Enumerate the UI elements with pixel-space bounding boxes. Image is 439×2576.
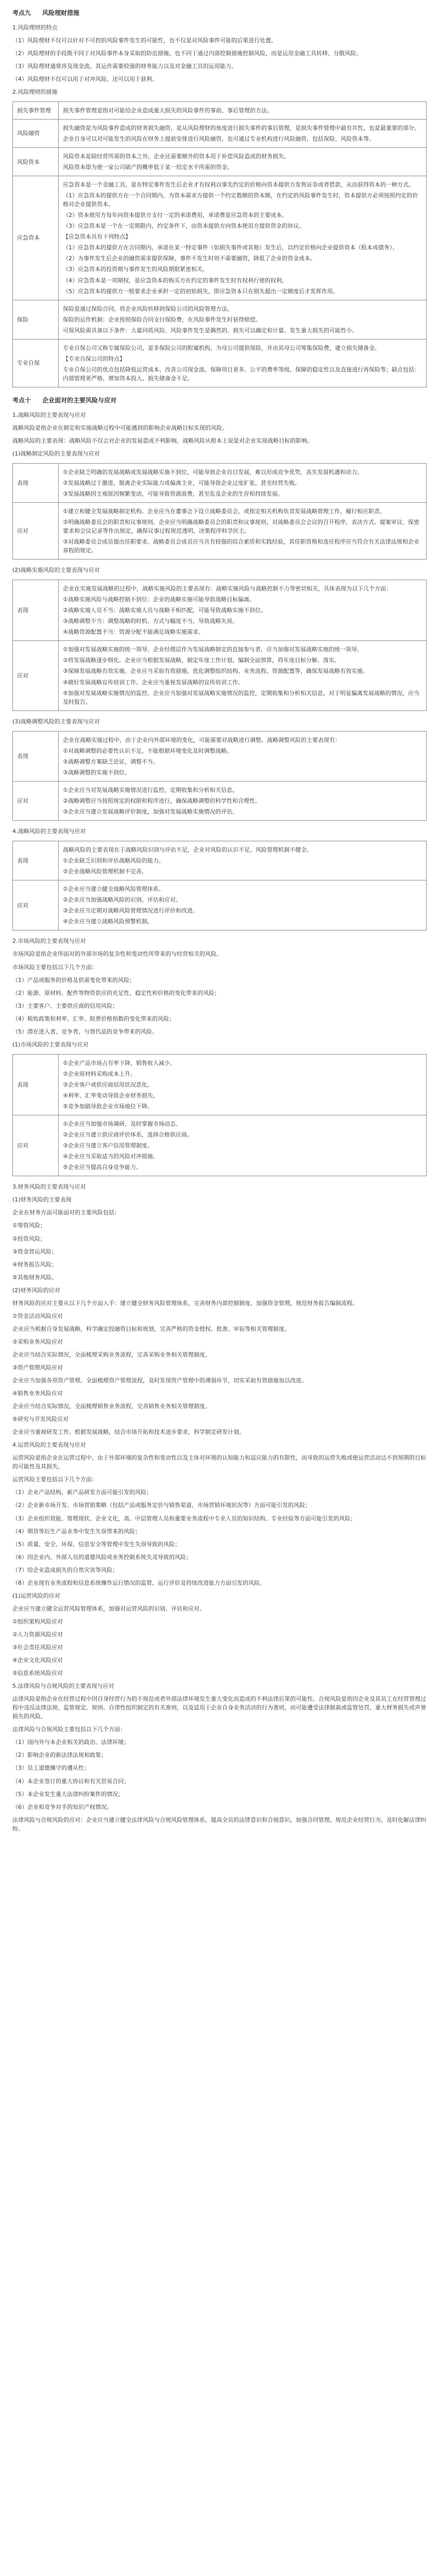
- paragraph: ③资金营运风险；: [12, 1248, 57, 1255]
- cell-line: 可保风险需具备以下条件：大量同质风险、风险事件发生是偶然的、损失可以确定和计量、发生重大损失的可能性小。: [63, 327, 358, 334]
- cell-line: 保险是通过保险合同，将企业风险转移到保险公司的风险管理方法。: [63, 305, 233, 312]
- paragraph: ②采购业务风险应对: [12, 1338, 63, 1345]
- section-title: 4.运营风险的主要表现与应对: [12, 1442, 86, 1449]
- paragraph: ⑤研究与开发风险应对: [12, 1416, 69, 1423]
- cell-line: ③发展战略因主观原因频繁变动，可能导致资源浪费，甚至危及企业的生存和持续发展。: [63, 490, 283, 497]
- cell-line: ②明确战略委员会的职责和议事规则。企业应当明确战略委员会的职责和议事规则，对战略委员会会议的召开程序、表决方式、提案审议、保密要求和会议记录等作出规定，确保议事过程规范透明、决策程序科学民主。: [63, 518, 419, 534]
- row-content: [59, 580, 427, 641]
- cell-line: ①战略实施风险与战略控制不到位：企业的战略实施可能导致战略目标偏离。: [63, 596, 255, 603]
- operation-risk-lines: [12, 1602, 427, 1680]
- finance-risk-lines: [12, 1297, 427, 1439]
- paragraph: （4）风险理财不仅可以用于对冲风险，还可以用于获利。: [12, 75, 158, 82]
- row-content: [59, 463, 427, 502]
- paragraph: 运营风险是指企业在运营过程中，由于外部环境的复杂性和变动性以及主体对环境的认知能力和适应能力的有限性，而导致的运营失败或使运营活动达不到预期的目标的可能性及其损失。: [12, 1454, 426, 1470]
- cell-line: ④战略资源配置不当：资源分配不能满足战略实施需求。: [63, 629, 204, 636]
- topic9-title: 风险理财措施: [42, 9, 80, 16]
- cell-line: ②战略调整方案缺乏论证，调整不当。: [63, 758, 159, 765]
- row-header: 应对: [13, 641, 59, 710]
- cell-line: ④企业应当采取适当的风险对冲措施。: [63, 1153, 159, 1160]
- subsection-title: (1)运营风险的应对: [12, 1592, 60, 1599]
- paragraph: ④销售业务风险应对: [12, 1390, 63, 1397]
- cell-line: ①企业缺乏识别和评估战略风险的能力。: [63, 857, 164, 865]
- cell-line: ①建立和健全发展战略制定机构。企业应当在董事会下设立战略委员会，或指定相关机构负责发展战略管理工作，履行相应职责。: [63, 507, 385, 515]
- cell-line: ②将发展战略逐步细化。企业应当根据发展战略，制定年度工作计划，编制全面预算，将年度目标分解、落实。: [63, 657, 340, 664]
- row-content: [59, 148, 427, 176]
- paragraph: （1）风险理财不仅可以针对不可控的风险事件发生的可能性，也不仅是对风险事件可能的后果进行处置。: [12, 37, 277, 44]
- row-header: 应急资本: [13, 176, 59, 300]
- cell-line: ④利率、汇率变动导致企业财务损失。: [63, 1092, 159, 1099]
- market-risk-intro: [12, 947, 427, 1038]
- row-content: [59, 176, 427, 300]
- section-title: 2.市场风险的主要表现与应对: [12, 938, 86, 945]
- paragraph: （1）国内外与本企业相关的政治、法律环境；: [12, 1739, 129, 1746]
- row-content: [59, 1115, 427, 1176]
- subsection-title: (2)战略实施风险的主要表现与应对: [12, 567, 100, 574]
- cell-line: ②企业原材料采购成本上升。: [63, 1070, 136, 1077]
- table-row: [13, 731, 427, 781]
- paragraph: 运营风险主要包括以下几个方面：: [12, 1476, 97, 1483]
- legal-risk-intro: [12, 1692, 427, 1813]
- table-row: [13, 176, 427, 300]
- row-content: [59, 119, 427, 147]
- row-header: 应对: [13, 781, 59, 820]
- paragraph: （3）员工道德操守的遵从性；: [12, 1765, 90, 1772]
- paragraph: 企业应当结合实际情况，全面梳理销售业务流程，完善销售业务相关管理制度。: [12, 1403, 211, 1410]
- row-header: 应对: [13, 1115, 59, 1176]
- paragraph: 企业应当根据自身发展战略，科学确定投融资目标和规划，完善严格的资金授权、批准、审验等相关管理制度。: [12, 1325, 290, 1332]
- cell-line: ②战略实施人员不当：战略实施人员与战略不相匹配，可能导致战略实施不到位。: [63, 607, 266, 614]
- paragraph: （5）潜在进入者、竞争者、与替代品的竞争带来的风险。: [12, 1028, 158, 1035]
- strategy-adjustment-table: [12, 731, 427, 821]
- paragraph: （4）本企业签订的重大协议和有关贸易合同；: [12, 1777, 129, 1785]
- cell-line: ③企业应当建立发展战略评价制度，加强对发展战略实施情况的评估。: [63, 808, 238, 815]
- strategy-formulation-table: [12, 463, 427, 560]
- paragraph: （2）影响企业的新法律法规和政策；: [12, 1752, 107, 1759]
- paragraph: （3）主要客户、主要供应商的信用风险；: [12, 1002, 118, 1009]
- topic9-label: 考点九: [12, 9, 31, 16]
- market-risk-table: [12, 1054, 427, 1176]
- row-content: [59, 1054, 427, 1115]
- table-row: [13, 101, 427, 119]
- paragraph: （1）产品或服务的价格及供需变化带来的风险；: [12, 976, 135, 984]
- paragraph: ①资金活动风险应对: [12, 1312, 63, 1319]
- paragraph: （4）税收政策和利率、汇率、股票价格指数的变化带来的风险；: [12, 1015, 175, 1022]
- cell-line: （3）应急资本是一个在一定期限内，约定条件下，由资本提供方向资本使用方提供资金的协议。: [63, 223, 305, 230]
- row-content: [59, 502, 427, 559]
- cell-line: ①企业应当建立健全战略风险管理体系。: [63, 886, 164, 893]
- table-row: [13, 339, 427, 387]
- operation-risk-intro: [12, 1451, 427, 1589]
- cell-line: ①对战略调整的必要性认识不足，不能根据环境变化及时调整战略。: [63, 747, 232, 754]
- cell-line: ①加强对发展战略实施的统一领导。企业经理层作为发展战略制定的直接参与者，应当加强对发展战略实施的统一领导。: [63, 646, 363, 653]
- topic9-intro: [12, 21, 427, 98]
- row-content: [59, 300, 427, 339]
- cell-line: ①企业缺乏明确的发展战略或发展战略实施不到位，可能导致企业盲目发展，难以形成竞争优势，丧失发展机遇和动力。: [63, 468, 363, 476]
- finance-risk-intro: [12, 1193, 427, 1283]
- strategy-implementation-table: [12, 580, 427, 711]
- cell-line: ②企业应当加强战略风险的识别、评估和应对。: [63, 896, 181, 904]
- cell-line: ⑤竞争加剧导致企业市场地位下降。: [63, 1103, 153, 1110]
- cell-line: 企业在战略实施过程中，由于企业内外部环境的变化，可能需要对战略进行调整。战略调整风险的主要表现有：: [63, 736, 341, 743]
- cell-line: 专业自保公司的优点包括降低运营成本、改善公司现金流、保障项目更多、公平的费率等级、保障的稳定性以及直接进行再保险等；缺点包括：内部管理更严格、增加资本投入、损失储备金不足。: [63, 366, 420, 382]
- cell-line: ②发展战略过于激进，脱离企业实际能力或偏离主业，可能导致企业过度扩张，甚至经营失败。: [63, 479, 300, 486]
- paragraph: 市场风险主要包括以下几个方面：: [12, 963, 97, 971]
- cell-line: 【应急资本具有下列特点】: [63, 233, 131, 241]
- cell-line: ③战略调整的实施不到位。: [63, 769, 130, 776]
- paragraph: ②投资风险；: [12, 1235, 46, 1242]
- paragraph: （6）因企业内、外部人员的道德风险或业务控制系统失灵导致的风险；: [12, 1553, 192, 1561]
- paragraph: （4）期货等衍生产品业务中发生失误带来的风险；: [12, 1528, 141, 1535]
- table-row: [13, 148, 427, 176]
- cell-line: （2）资本使用方每年向资本提供方支付一定的承诺费用，承诺费是应急资本的主要成本。: [63, 212, 288, 219]
- paragraph: （7）给企业造成损失的自然灾害等风险；: [12, 1566, 118, 1573]
- paragraph: 市场风险是指企业所面对的外部市场的复杂性和变动性所带来的与经营相关的风险。: [12, 951, 222, 958]
- paragraph: （3）风险理财通常涉及现金流，其运作需要较强的财务能力以及对金融工具的运用能力。: [12, 62, 237, 70]
- cell-line: ③对战略委员会成员提出任职要求。战略委员会成员应当具有较强的综合素质和实践经验，其任职资格和选任程序应当符合有关法律法规和企业章程的规定。: [63, 538, 419, 554]
- row-header: 表现: [13, 1054, 59, 1115]
- row-content: [59, 641, 427, 710]
- cell-line: ①企业产品市场占有率下降，销售收入减少。: [63, 1059, 176, 1066]
- row-content: [59, 101, 427, 119]
- paragraph: （5）本企业发生重大法律纠纷案件的情况；: [12, 1790, 124, 1798]
- paragraph: ⑤其他财务风险。: [12, 1274, 57, 1281]
- paragraph: ④财务报告风险；: [12, 1261, 57, 1268]
- row-content: [59, 339, 427, 387]
- paragraph: ②人力资源风险应对: [12, 1631, 63, 1638]
- paragraph: ③社会责任风险应对: [12, 1644, 63, 1651]
- row-header: 应对: [13, 880, 59, 930]
- cell-line: 专业自保公司又称专属保险公司，是非保险公司的附属机构，为母公司提供保险，并由其母公司筹集保险费，建立损失储备金。: [63, 344, 380, 351]
- table-row: [13, 119, 427, 147]
- paragraph: （2）企业新市场开发、市场营销策略（包括产品或服务定价与销售渠道，市场营销环境状况等）方面可能引发的风险；: [12, 1502, 311, 1509]
- paragraph: （5）质量、安全、环保、信息安全等管理中发生失误导致的风险；: [12, 1540, 180, 1548]
- table-row: [13, 502, 427, 559]
- cell-line: ①企业应当加强市场调研，及时掌握市场动态。: [63, 1121, 181, 1128]
- cell-line: ③保障发展战略有效实施。企业应当采取有效措施，优化调整组织结构、业务流程、资源配置等，确保发展战略有效实施。: [63, 668, 368, 675]
- paragraph: 法律风险与合规风险主要包括以下几个方面：: [12, 1726, 126, 1733]
- row-header: 应对: [13, 502, 59, 559]
- cell-line: （1）应急资本的提供方在合同期内，承诺在某一特定事件（如损失事件或其他）发生后，以约定价格向企业提供资本（股本或债务）。: [63, 244, 398, 251]
- paragraph: ③资产管理风险应对: [12, 1364, 63, 1371]
- measures-table: [12, 101, 427, 387]
- cell-line: 保险的运作机制：企业按照保险合同支付保险费，在风险事件发生时获得赔偿。: [63, 316, 261, 323]
- cell-line: ③企业客户或供应商信用状况恶化。: [63, 1081, 153, 1088]
- subsection-title: (1)战略制定风险的主要表现与应对: [12, 450, 100, 457]
- section-title: 1.战略风险的主要表现与应对: [12, 411, 86, 418]
- table-row: [13, 300, 427, 339]
- paragraph: ⑤信息系统风险应对: [12, 1670, 63, 1677]
- row-header: 表现: [13, 731, 59, 781]
- cell-line: （2）为事件发生后企业的融资需求提供保障，事件不发生时则不需要融资，降低了企业的资金成本。: [63, 255, 316, 262]
- paragraph: 战略风险的主要表现：战略风险不仅会对企业的发展造成不利影响，战略风险从根本上说是对企业实现战略目标的影响。: [12, 437, 313, 444]
- paragraph: （3）企业组织效能、管理现状、企业文化，高、中层管理人员和重要业务流程中专业人员的知识结构、专业经验等方面可能引发的风险；: [12, 1515, 356, 1522]
- paragraph: 财务风险的应对主要从以下几个方面入手：建立健全财务风险管理体系，完善财务内部控制制度，加强资金管理，规范财务报告编制流程。: [12, 1299, 358, 1307]
- paragraph: 企业应当加强各项资产管理，全面梳理资产管理流程，及时发现资产管理中的薄弱环节，切实采取有效措施加以改进。: [12, 1377, 307, 1384]
- subsection-title: (3)战略调整风险的主要表现与应对: [12, 718, 100, 725]
- cell-line: ③战略调整不当：调整战略的时机、方式与幅度不当，导致战略失误。: [63, 618, 238, 625]
- cell-line: 企业在实施发展战略的过程中，战略实施风险的主要表现有：战略实施风险与战略控制不力等密切相关，具体表现为以下几个方面：: [63, 585, 392, 592]
- table-row: [13, 463, 427, 502]
- cell-line: 风险资本即为使一家公司破产的概率低于某一给定水平所需的资金。: [63, 164, 233, 171]
- paragraph: (1)财务风险的主要表现: [12, 1196, 72, 1204]
- paragraph: （1）企业产品结构、新产品研发方面可能引发的风险；: [12, 1489, 152, 1496]
- paragraph: 法律风险是指企业在经营过程中因自身经营行为的不规范或者外部法律环境发生重大变化而造成的不利法律后果的可能性。合规风险是指因企业及其员工在经营管理过程中违反法律法规、监管规定、规则、自律性组织制定的有关准则，以及适用于企业自身业务活动的行为准则，而可能遭受法律制裁或监管处罚、重大财务损失或声誉损失的风险。: [12, 1696, 426, 1720]
- row-header: 损失事件管理: [13, 101, 59, 119]
- paragraph: ①筹资风险；: [12, 1222, 46, 1229]
- paragraph: 企业应当重视研发工作，根据发展战略，结合市场开拓和技术进步要求，科学制定研发计划。: [12, 1429, 245, 1436]
- table-row: [13, 1054, 427, 1115]
- section-title: 3.财务风险的主要表现与应对: [12, 1183, 86, 1191]
- cell-line: ⑤企业应当提高自身竞争能力。: [63, 1164, 142, 1171]
- paragraph: （6）企业和竞争对手的知识产权情况。: [12, 1803, 112, 1810]
- paragraph: 法律风险与合规风险的应对：企业应当建立健全法律风险与合规风险管理体系，提高全员的法律意识和合规意识，加强合同管理，规范企业经营行为，及时化解法律纠纷。: [12, 1816, 426, 1832]
- topic10-label: 考点十: [12, 396, 31, 404]
- row-content: [59, 781, 427, 820]
- cell-line: ④做好发展战略宣传培训工作。企业应当重视发展战略的宣传培训工作。: [63, 679, 244, 686]
- paragraph: （8）企业现有业务流程和信息系统操作运行情况的监管、运行评价及持续改进能力方面引发的风险。: [12, 1579, 265, 1586]
- cell-line: 风险资本是除经营所需的资本之外，企业还需要额外的资本用于补偿风险造成的财务损失。: [63, 153, 290, 160]
- paragraph: （2）能源、原材料、配件等物资供应的充足性、稳定性和价格的变化带来的风险；: [12, 989, 220, 996]
- row-header: 表现: [13, 841, 59, 880]
- topic10-title: 企业面对的主要风险与应对: [42, 396, 117, 404]
- cell-line: ②企业战略风险管理机制不完善。: [63, 868, 147, 875]
- table-row: [13, 841, 427, 880]
- cell-line: 企业自身可以对可能发生的风险在财务上提前安排进行风险融资，也可通过专业机构进行风险融资，包括保险、风险资本等。: [63, 135, 375, 142]
- subsection-title: (2)财务风险的应对: [12, 1286, 60, 1294]
- row-content: [59, 841, 427, 880]
- cell-line: 损失事件管理是指对可能给企业造成重大损失的风险事件的事前、事后管理的方法。: [63, 107, 273, 114]
- row-header: 专业自保: [13, 339, 59, 387]
- cell-line: 战略风险的主要表现在于战略风险识别与评估不足，企业对风险的认识不足，风险管理机制不健全。: [63, 846, 312, 854]
- topic10-heading: [12, 396, 427, 405]
- cell-line: ①企业应当对发展战略实施情况进行监控，定期收集和分析相关信息。: [63, 786, 238, 793]
- table-row: [13, 641, 427, 710]
- table-row: [13, 880, 427, 930]
- paragraph: 2.风险理财的措施: [12, 88, 58, 95]
- cell-line: 损失融资是为风险事件造成的财务损失融资，是从风险理财的角度进行损失事件的事后管理，是损失事件管理中最有共性，也是最重要的部分。: [63, 124, 420, 131]
- table-row: [13, 1115, 427, 1176]
- cell-line: ③企业应当定期对战略风险管理情况进行评价和改进。: [63, 907, 198, 914]
- cell-line: ④企业应当建立战略风险预警机制。: [63, 918, 153, 925]
- cell-line: ②战略调整应当按照规定的权限和程序进行，确保战略调整的科学性和合理性。: [63, 797, 261, 804]
- section-title: 5.法律风险与合规风险的主要表现与应对: [12, 1683, 114, 1690]
- row-header: 表现: [13, 580, 59, 641]
- cell-line: ⑤加强对发展战略实施情况的监控。企业应当加强对发展战略实施情况的监控，定期收集和分析相关信息，对于明显偏离发展战略的情况，应当及时报告。: [63, 689, 419, 705]
- paragraph: 企业应当结合实际情况，全面梳理采购业务流程，完善采购业务相关管理制度。: [12, 1351, 211, 1358]
- row-content: [59, 731, 427, 781]
- cell-line: 【专业自保公司的特点】: [63, 355, 125, 362]
- table-row: [13, 580, 427, 641]
- table-row: [13, 781, 427, 820]
- row-header: 保险: [13, 300, 59, 339]
- cell-line: ③企业应当建立客户信用管理制度。: [63, 1142, 153, 1149]
- paragraph: 战略风险是指企业在制定和实施战略过程中可能遇到的影响企业战略目标实现的风险。: [12, 424, 228, 431]
- paragraph: ①组织架构风险应对: [12, 1618, 63, 1625]
- paragraph: 企业应当建立健全运营风险管理体系，加强对运营风险的识别、评估和应对。: [12, 1605, 205, 1612]
- cell-line: （4）应急资本是一项期权，是应急资本的购买方在约定的事件发生时有权利行使的权利。: [63, 277, 288, 284]
- cell-line: （3）应急资本的投资期与事件发生的风险期限紧密相关。: [63, 266, 208, 273]
- cell-line: （5）应急资本的提供方一般要求企业承担一定的初始损失，即应急资本只在损失超出一定额度后才发挥作用。: [63, 287, 339, 295]
- paragraph: ④企业文化风险应对: [12, 1657, 63, 1664]
- subsection-title: 4.战略风险的主要表现与应对: [12, 828, 86, 835]
- paragraph: 1.风险理财的特点: [12, 24, 58, 31]
- cell-line: 应急资本是一个金融工具，是在特定事件发生后企业才有权利以事先约定的价格向资本提供方发售证券或者借款，从而获得资本的一种方式。: [63, 181, 414, 189]
- topic9-heading: [12, 8, 427, 18]
- subsection-title: (1)市场风险的主要表现与应对: [12, 1041, 89, 1048]
- row-content: [59, 880, 427, 930]
- row-header: 风险融资: [13, 119, 59, 147]
- row-header: 风险资本: [13, 148, 59, 176]
- paragraph: （2）风险理财的手段既不同于对风险事件本身采取的防范措施，也不同于通过内部控制措施控制风险，而是运用金融工具转移、分散风险。: [12, 49, 362, 57]
- strategy-risk-table: [12, 841, 427, 930]
- cell-line: ②企业应当建立供应商评价体系，选择合格供应商。: [63, 1131, 193, 1139]
- cell-line: （1）应急资本的提供方在一个合同期内，为资本需求方提供一个约定数额的资本额，在约定的风险事件发生时，资本提供方必须按照约定的价格对企业提供资本。: [63, 192, 418, 208]
- row-header: 表现: [13, 463, 59, 502]
- paragraph: 企业在财务方面可能面对的主要风险包括：: [12, 1209, 120, 1216]
